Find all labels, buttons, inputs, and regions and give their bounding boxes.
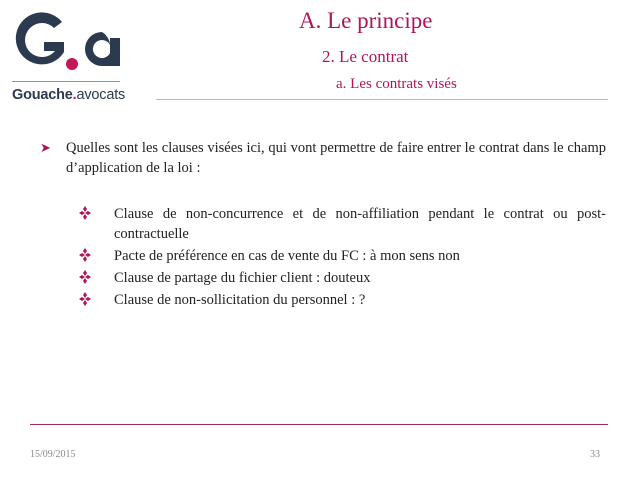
logo-caption-rest: avocats: [76, 87, 126, 103]
diamond-bullet-icon: [78, 205, 92, 221]
sub-bullet-item: [78, 268, 606, 288]
diamond-bullet-icon: [78, 291, 92, 307]
sub-bullet-text: Clause de partage du fichier client : douteux: [114, 270, 371, 286]
diamond-bullet-icon: [78, 247, 92, 263]
main-bullet-text: Quelles sont les clauses visées ici, qui vont permettre de faire entrer le contrat dans le champ d’application de la loi :: [66, 140, 606, 176]
logo-divider: [12, 81, 120, 82]
page-number: 33: [590, 449, 600, 460]
sub-bullet-item: [78, 290, 606, 310]
logo-caption-dot: .: [72, 87, 77, 103]
ga-logo-mark: [12, 8, 132, 74]
sub-bullet-item: [78, 246, 606, 266]
footer-date: 15/09/2015: [30, 449, 76, 460]
sub-bullet-text: Clause de non-sollicitation du personnel : ?: [114, 292, 366, 308]
logo-caption-bold: Gouache: [12, 87, 73, 103]
sub-bullet-text: Clause de non-concurrence et de non-affiliation pendant le contrat ou post-contractuelle: [114, 206, 606, 242]
sub-bullet-text: Pacte de préférence en cas de vente du FC : à mon sens non: [114, 248, 460, 264]
arrow-bullet-icon: ➤: [40, 140, 51, 155]
slide-section-title: a. Les contrats visés: [336, 76, 457, 92]
footer-divider: [30, 424, 608, 425]
header-divider: [156, 99, 608, 100]
main-bullet: [40, 138, 606, 178]
slide-title: A. Le principe: [299, 8, 433, 33]
logo-caption: [12, 87, 125, 103]
gouache-avocats-logo: [12, 8, 132, 103]
sub-bullet-list: [78, 204, 606, 312]
slide-subtitle: 2. Le contrat: [322, 47, 409, 66]
diamond-bullet-icon: [78, 269, 92, 285]
sub-bullet-item: [78, 204, 606, 244]
